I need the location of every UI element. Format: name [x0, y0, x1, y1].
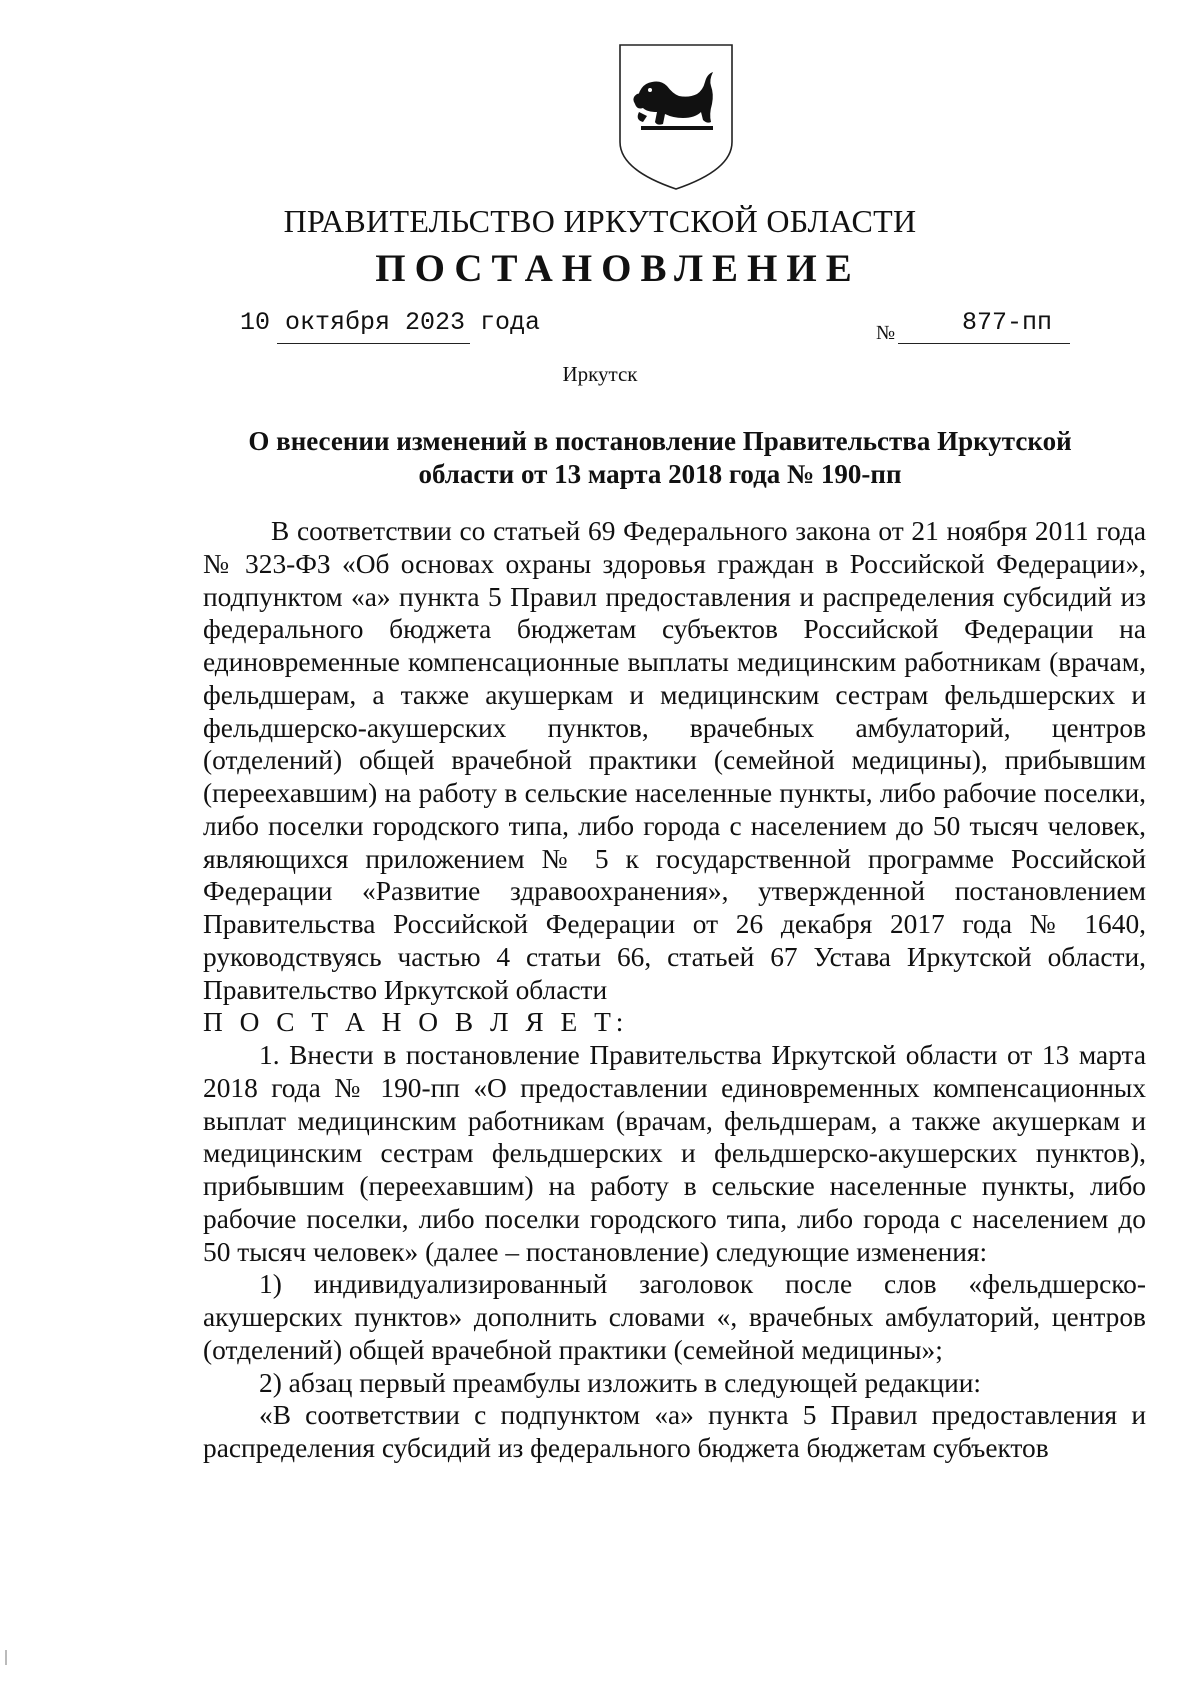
coat-of-arms-emblem — [617, 42, 735, 192]
decree-number: 877-пп — [962, 308, 1053, 337]
number-underline — [898, 343, 1070, 344]
document-type: ПОСТАНОВЛЕНИЕ — [375, 247, 861, 290]
subitem-2-paragraph: 2) абзац первый преамбулы изложить в следующей редакции: — [259, 1367, 982, 1398]
date-number-row — [0, 306, 1200, 351]
title-line-1: О внесении изменений в постановление Правительства Иркутской — [248, 426, 1072, 456]
title-line-2: области от 13 марта 2018 года № 190-пп — [418, 459, 902, 489]
document-body — [203, 515, 1146, 1465]
date-underline — [277, 343, 470, 344]
decree-date: 10 октября 2023 года — [240, 308, 541, 337]
resolves-word: П О С Т А Н О В Л Я Е Т: — [203, 1007, 629, 1038]
scan-margin-mark — [5, 1650, 7, 1665]
document-title — [200, 425, 1120, 491]
subitem-1-paragraph: 1) индивидуализированный заголовок после слов «фельдшерско-акушерских пунктов» дополнить словами «, врачебных амбулаторий, центров (отделений) общей врачебной практики (семейной медицины»; — [203, 1269, 1146, 1365]
preamble-paragraph: В соответствии со статьей 69 Федерального закона от 21 ноября 2011 года № 323-ФЗ «Об основах охраны здоровья граждан в Российской Федерации», подпунктом «а» пункта 5 Правил предоставления и распределения субсидий из федерального бюджета бюджетам субъектов Российской Федерации на единовременные компенсационные выплаты медицинским работникам (врачам, фельдшерам, а также акушеркам и медицинским сестрам фельдшерских и фельдшерско-акушерских пунктов, врачебных амбулаторий, центров (отделений) общей врачебной практики (семейной медицины), прибывшим (переехавшим) на работу в сельские населенные пункты, либо рабочие поселки, либо поселки городского типа, либо города с населением до 50 тысяч человек, являющихся приложением № 5 к государственной программе Российской Федерации «Развитие здравоохранения», утвержденной постановлением Правительства Российской Федерации от 26 декабря 2017 года № 1640, руководствуясь частью 4 статьи 66, статьей 67 Устава Иркутской области, Правительство Иркутской области — [203, 516, 1146, 1005]
city-name: Иркутск — [562, 362, 638, 386]
number-sign: № — [876, 322, 896, 344]
quoted-preamble-paragraph: «В соответствии с подпунктом «а» пункта 5 Правил предоставления и распределения субсидий из федерального бюджета бюджетам субъектов — [203, 1400, 1146, 1463]
item-1-paragraph: 1. Внести в постановление Правительства Иркутской области от 13 марта 2018 года № 190-пп «О предоставлении единовременных компенсационных выплат медицинским работникам (врачам, фельдшерам, а также акушеркам и медицинским сестрам фельдшерских и фельдшерско-акушерских пунктов), прибывшим (переехавшим) на работу в сельские населенные пункты, либо рабочие поселки, либо поселки городского типа, либо города с населением до 50 тысяч человек» (далее – постановление) следующие изменения: — [203, 1040, 1146, 1267]
government-name: ПРАВИТЕЛЬСТВО ИРКУТСКОЙ ОБЛАСТИ — [283, 203, 917, 239]
